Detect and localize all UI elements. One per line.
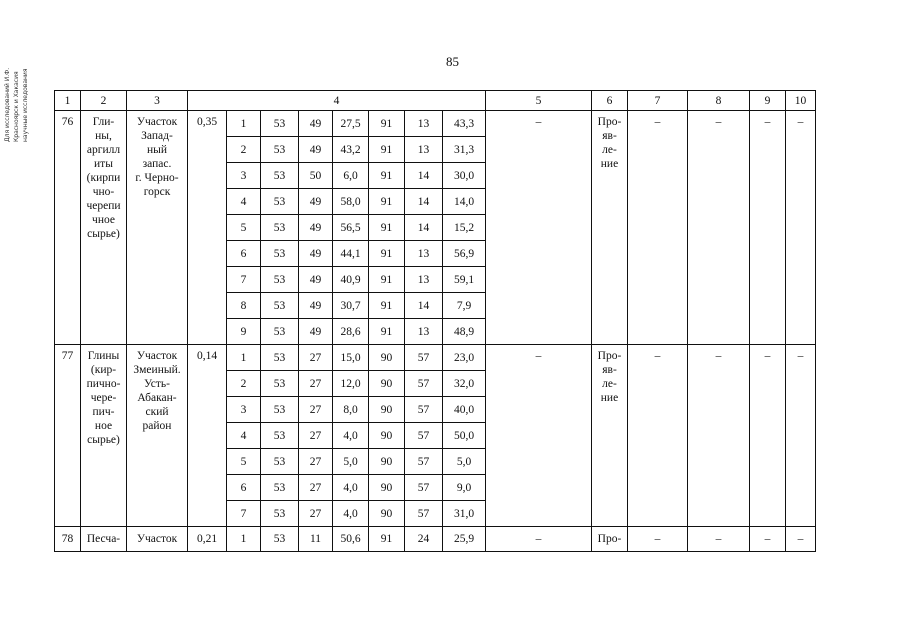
col5-dash: – — [486, 527, 592, 552]
coordinate-cell: 5 — [227, 215, 261, 241]
stamp-line: Для исследований И.Ф. — [4, 67, 11, 142]
coordinate-cell: 53 — [261, 345, 299, 371]
coordinate-cell: 53 — [261, 241, 299, 267]
material-name-line: (кирпи — [86, 172, 121, 184]
material-name — [81, 111, 127, 345]
status-line: Про- — [597, 116, 622, 128]
coordinate-cell: 53 — [261, 501, 299, 527]
coordinate-cell: 49 — [299, 293, 333, 319]
coordinate-cell: 31,0 — [443, 501, 486, 527]
material-name-line: (кир- — [90, 364, 117, 376]
coordinate-cell: 8 — [227, 293, 261, 319]
area-value: 0,21 — [188, 527, 227, 552]
coordinate-cell: 27 — [299, 345, 333, 371]
coordinate-cell: 49 — [299, 215, 333, 241]
status-line: ле- — [602, 144, 617, 156]
coordinate-cell: 90 — [369, 397, 405, 423]
coordinate-cell: 13 — [405, 137, 443, 163]
coordinate-cell: 57 — [405, 475, 443, 501]
site-location-line: запас. — [142, 158, 172, 170]
coordinate-cell: 53 — [261, 527, 299, 552]
col9-dash: – — [750, 527, 786, 552]
coordinate-cell: 53 — [261, 371, 299, 397]
coordinate-cell: 2 — [227, 371, 261, 397]
site-location-line: ный — [146, 144, 168, 156]
material-name-line: сырье) — [87, 434, 120, 446]
site-location — [127, 345, 188, 527]
material-name-line: чере- — [90, 392, 117, 404]
status-line: Про- — [597, 350, 622, 362]
column-header: 8 — [688, 91, 750, 111]
status-line: ние — [600, 392, 619, 404]
deposit-number: 76 — [55, 111, 81, 345]
coordinate-cell: 49 — [299, 241, 333, 267]
deposit-number: 78 — [55, 527, 81, 552]
coordinate-cell: 30,0 — [443, 163, 486, 189]
coordinate-cell: 53 — [261, 449, 299, 475]
col9-dash: – — [750, 111, 786, 345]
coordinate-cell: 27 — [299, 397, 333, 423]
coordinate-cell: 53 — [261, 163, 299, 189]
coordinate-cell: 1 — [227, 345, 261, 371]
site-location-line: г. Черно- — [135, 172, 179, 184]
archive-stamp — [4, 22, 36, 142]
coordinate-cell: 56,5 — [333, 215, 369, 241]
col10-dash: – — [786, 527, 816, 552]
coordinate-cell: 13 — [405, 267, 443, 293]
coordinate-cell: 53 — [261, 293, 299, 319]
site-location: Участок — [127, 527, 188, 552]
status-line: ние — [600, 158, 619, 170]
coordinate-cell: 49 — [299, 319, 333, 345]
coordinate-cell: 27 — [299, 501, 333, 527]
coordinate-cell: 91 — [369, 293, 405, 319]
coordinate-cell: 91 — [369, 319, 405, 345]
coordinate-cell: 14,0 — [443, 189, 486, 215]
coordinate-cell: 48,9 — [443, 319, 486, 345]
column-header: 10 — [786, 91, 816, 111]
coordinate-cell: 7 — [227, 501, 261, 527]
deposits-table — [54, 90, 816, 552]
coordinate-cell: 2 — [227, 137, 261, 163]
coordinate-cell: 23,0 — [443, 345, 486, 371]
material-name: Песча- — [81, 527, 127, 552]
coordinate-cell: 5,0 — [333, 449, 369, 475]
table-row — [55, 111, 816, 137]
coordinate-cell: 4,0 — [333, 501, 369, 527]
coordinate-cell: 24 — [405, 527, 443, 552]
material-name-line: сырье) — [87, 228, 120, 240]
material-name-line: Гли- — [92, 116, 115, 128]
material-name-line: чное — [92, 214, 115, 226]
coordinate-cell: 6 — [227, 475, 261, 501]
coordinate-cell: 53 — [261, 137, 299, 163]
coordinate-cell: 53 — [261, 475, 299, 501]
coordinate-cell: 53 — [261, 215, 299, 241]
coordinate-cell: 13 — [405, 111, 443, 137]
coordinate-cell: 53 — [261, 189, 299, 215]
coordinate-cell: 91 — [369, 215, 405, 241]
coordinate-cell: 25,9 — [443, 527, 486, 552]
deposit-number: 77 — [55, 345, 81, 527]
coordinate-cell: 57 — [405, 397, 443, 423]
site-location-line: Абакан- — [137, 392, 177, 404]
coordinate-cell: 90 — [369, 501, 405, 527]
coordinate-cell: 57 — [405, 345, 443, 371]
coordinate-cell: 1 — [227, 527, 261, 552]
coordinate-cell: 91 — [369, 163, 405, 189]
coordinate-cell: 49 — [299, 189, 333, 215]
site-location-line: Участок — [136, 116, 178, 128]
coordinate-cell: 49 — [299, 267, 333, 293]
material-name-line: чно- — [92, 186, 115, 198]
material-name — [81, 345, 127, 527]
coordinate-cell: 11 — [299, 527, 333, 552]
coordinate-cell: 31,3 — [443, 137, 486, 163]
coordinate-cell: 59,1 — [443, 267, 486, 293]
col5-dash: – — [486, 345, 592, 527]
status-line: яв- — [602, 130, 617, 142]
column-header: 1 — [55, 91, 81, 111]
page-number: 85 — [446, 54, 459, 69]
coordinate-cell: 49 — [299, 111, 333, 137]
area-value: 0,14 — [188, 345, 227, 527]
coordinate-cell: 4,0 — [333, 475, 369, 501]
coordinate-cell: 91 — [369, 267, 405, 293]
coordinate-cell: 53 — [261, 319, 299, 345]
column-header: 2 — [81, 91, 127, 111]
coordinate-cell: 90 — [369, 423, 405, 449]
coordinate-cell: 27 — [299, 449, 333, 475]
coordinate-cell: 53 — [261, 267, 299, 293]
coordinate-cell: 9 — [227, 319, 261, 345]
site-location-line: район — [142, 420, 172, 432]
coordinate-cell: 50,0 — [443, 423, 486, 449]
coordinate-cell: 6 — [227, 241, 261, 267]
coordinate-cell: 91 — [369, 241, 405, 267]
coordinate-cell: 91 — [369, 527, 405, 552]
coordinate-cell: 57 — [405, 501, 443, 527]
material-name-line: ное — [94, 420, 113, 432]
material-name-line: Глины — [87, 350, 120, 362]
site-location-line: Участок — [136, 350, 178, 362]
coordinate-cell: 15,0 — [333, 345, 369, 371]
coordinate-cell: 15,2 — [443, 215, 486, 241]
coordinate-cell: 3 — [227, 163, 261, 189]
site-location-line: горск — [143, 186, 171, 198]
material-name-line: аргилл — [86, 144, 121, 156]
header-row — [55, 91, 816, 111]
material-name-line: пич- — [92, 406, 115, 418]
coordinate-cell: 50,6 — [333, 527, 369, 552]
coordinate-cell: 9,0 — [443, 475, 486, 501]
col10-dash: – — [786, 345, 816, 527]
column-header: 3 — [127, 91, 188, 111]
coordinate-cell: 30,7 — [333, 293, 369, 319]
coordinate-cell: 5,0 — [443, 449, 486, 475]
col10-dash: – — [786, 111, 816, 345]
stamp-line: Красноярск и Хакасия — [13, 71, 20, 142]
column-header: 5 — [486, 91, 592, 111]
coordinate-cell: 40,9 — [333, 267, 369, 293]
table-row — [55, 345, 816, 371]
coordinate-cell: 53 — [261, 111, 299, 137]
coordinate-cell: 12,0 — [333, 371, 369, 397]
coordinate-cell: 53 — [261, 423, 299, 449]
coordinate-cell: 43,3 — [443, 111, 486, 137]
coordinate-cell: 14 — [405, 189, 443, 215]
coordinate-cell: 3 — [227, 397, 261, 423]
column-header: 9 — [750, 91, 786, 111]
column-header: 6 — [592, 91, 628, 111]
coordinate-cell: 58,0 — [333, 189, 369, 215]
status-line: яв- — [602, 364, 617, 376]
coordinate-cell: 13 — [405, 241, 443, 267]
coordinate-cell: 4 — [227, 189, 261, 215]
col7-dash: – — [628, 345, 688, 527]
material-name-line: иты — [94, 158, 113, 170]
coordinate-cell: 91 — [369, 189, 405, 215]
material-name-line: черепи — [86, 200, 121, 212]
area-value: 0,35 — [188, 111, 227, 345]
coordinate-cell: 14 — [405, 163, 443, 189]
coordinate-cell: 91 — [369, 111, 405, 137]
material-name-line: пично- — [86, 378, 121, 390]
coordinate-cell: 4 — [227, 423, 261, 449]
coordinate-cell: 7,9 — [443, 293, 486, 319]
status-text — [592, 111, 628, 345]
coordinate-cell: 90 — [369, 371, 405, 397]
col7-dash: – — [628, 527, 688, 552]
coordinate-cell: 44,1 — [333, 241, 369, 267]
site-location-line: Усть- — [144, 378, 170, 390]
site-location-line: Запад- — [141, 130, 173, 142]
coordinate-cell: 8,0 — [333, 397, 369, 423]
col5-dash: – — [486, 111, 592, 345]
coordinate-cell: 1 — [227, 111, 261, 137]
table-row — [55, 527, 816, 552]
coordinate-cell: 7 — [227, 267, 261, 293]
coordinate-cell: 6,0 — [333, 163, 369, 189]
coordinate-cell: 56,9 — [443, 241, 486, 267]
site-location-line: Змеиный. — [133, 364, 181, 376]
coordinate-cell: 90 — [369, 345, 405, 371]
coordinate-cell: 49 — [299, 137, 333, 163]
col8-dash: – — [688, 345, 750, 527]
site-location — [127, 111, 188, 345]
column-header: 4 — [188, 91, 486, 111]
coordinate-cell: 53 — [261, 397, 299, 423]
site-location-line: ский — [145, 406, 169, 418]
coordinate-cell: 90 — [369, 449, 405, 475]
coordinate-cell: 27 — [299, 475, 333, 501]
stamp-line: научные исследования — [22, 68, 29, 142]
coordinate-cell: 5 — [227, 449, 261, 475]
coordinate-cell: 14 — [405, 215, 443, 241]
coordinate-cell: 27 — [299, 371, 333, 397]
status-text: Про- — [592, 527, 628, 552]
coordinate-cell: 57 — [405, 371, 443, 397]
col7-dash: – — [628, 111, 688, 345]
col8-dash: – — [688, 111, 750, 345]
coordinate-cell: 28,6 — [333, 319, 369, 345]
coordinate-cell: 50 — [299, 163, 333, 189]
coordinate-cell: 32,0 — [443, 371, 486, 397]
coordinate-cell: 57 — [405, 423, 443, 449]
coordinate-cell: 43,2 — [333, 137, 369, 163]
coordinate-cell: 14 — [405, 293, 443, 319]
status-text — [592, 345, 628, 527]
col9-dash: – — [750, 345, 786, 527]
coordinate-cell: 4,0 — [333, 423, 369, 449]
coordinate-cell: 90 — [369, 475, 405, 501]
material-name-line: ны, — [95, 130, 112, 142]
col8-dash: – — [688, 527, 750, 552]
column-header: 7 — [628, 91, 688, 111]
status-line: ле- — [602, 378, 617, 390]
coordinate-cell: 13 — [405, 319, 443, 345]
coordinate-cell: 40,0 — [443, 397, 486, 423]
coordinate-cell: 27 — [299, 423, 333, 449]
coordinate-cell: 27,5 — [333, 111, 369, 137]
coordinate-cell: 91 — [369, 137, 405, 163]
coordinate-cell: 57 — [405, 449, 443, 475]
